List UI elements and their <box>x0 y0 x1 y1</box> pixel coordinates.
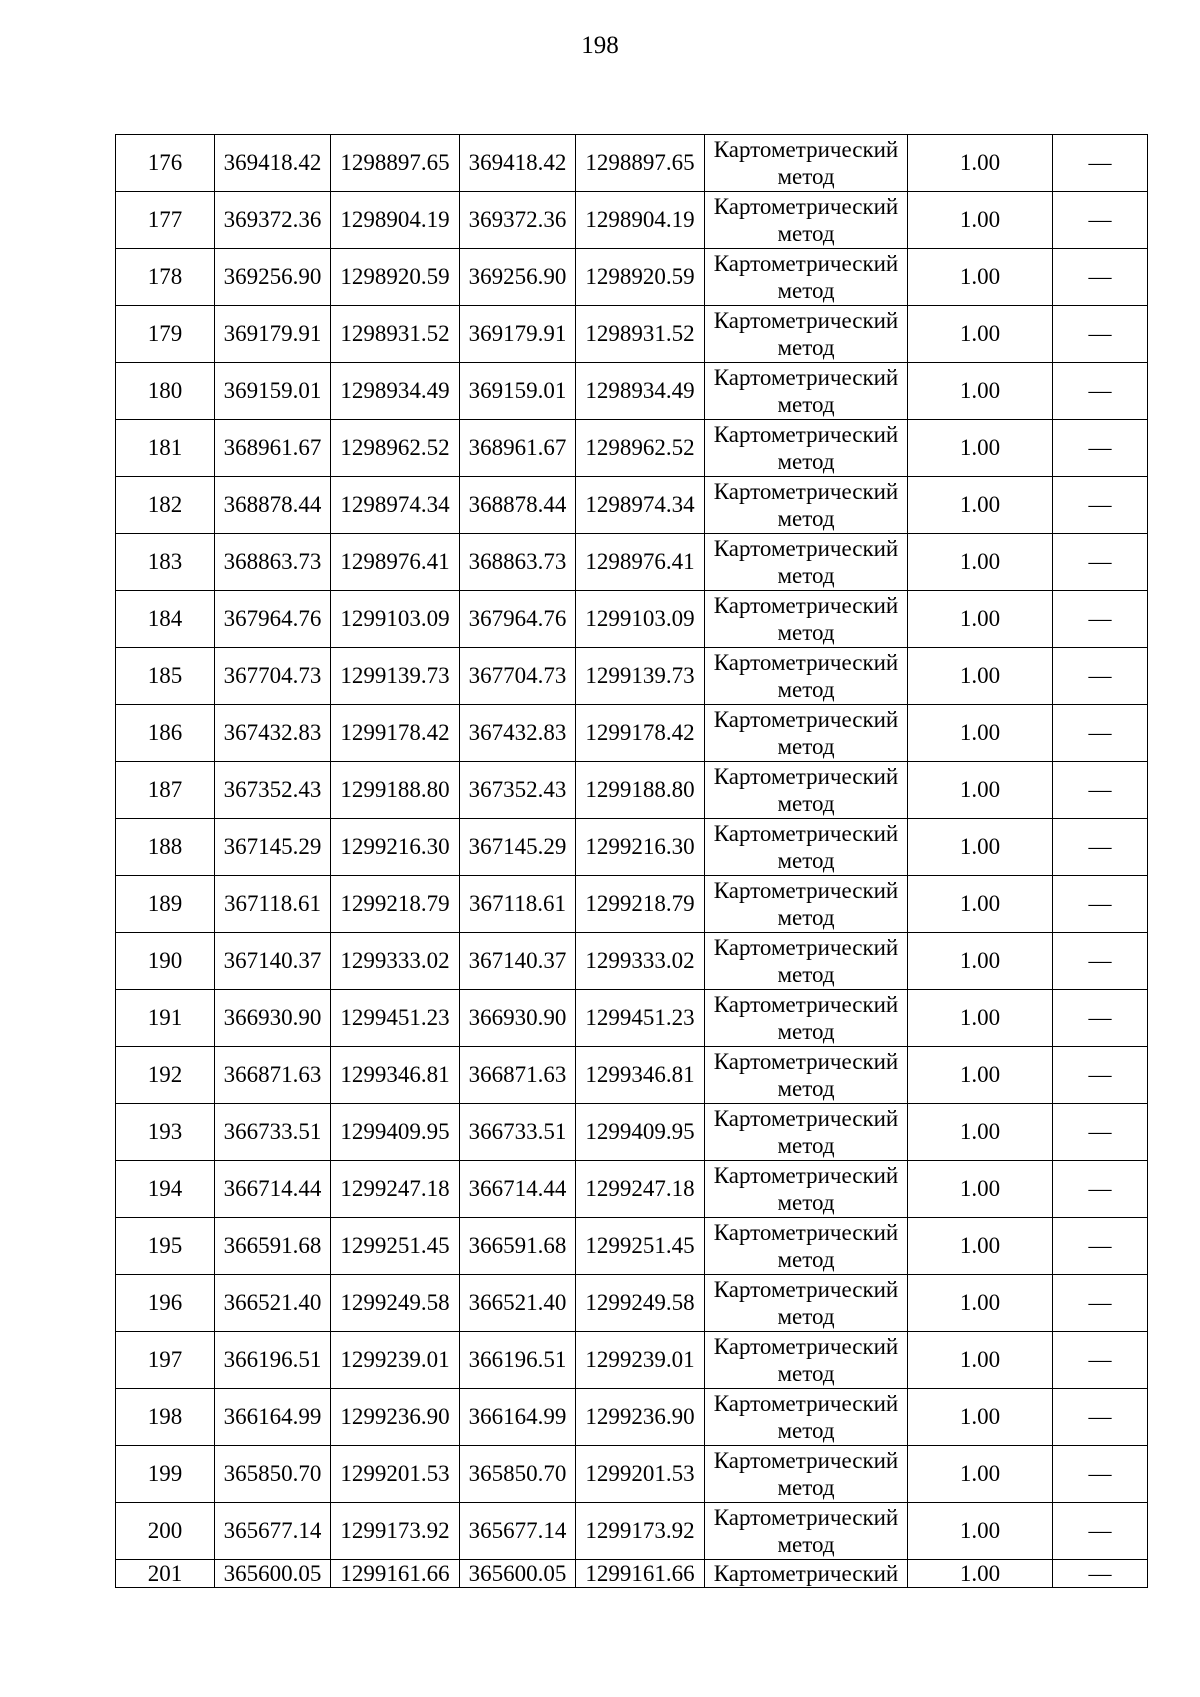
x-coordinate-existing-cell: 369159.01 <box>215 363 331 420</box>
y-coordinate-existing-cell: 1299139.73 <box>331 648 460 705</box>
method-label: Картометрический <box>713 536 899 561</box>
y-coordinate-new-cell: 1299139.73 <box>576 648 705 705</box>
x-coordinate-existing-cell: 367118.61 <box>215 876 331 933</box>
method-cell <box>705 876 908 933</box>
method-label-continued: метод <box>777 1304 835 1329</box>
point-number-cell: 192 <box>116 1047 215 1104</box>
method-label-continued: метод <box>777 506 835 531</box>
method-label-continued: метод <box>777 1247 835 1272</box>
table-row <box>116 477 1148 534</box>
accuracy-cell: 1.00 <box>908 1161 1053 1218</box>
y-coordinate-existing-cell: 1298934.49 <box>331 363 460 420</box>
accuracy-cell: 1.00 <box>908 762 1053 819</box>
method-label: Картометрический <box>713 137 899 162</box>
x-coordinate-new-cell: 366871.63 <box>460 1047 576 1104</box>
method-label: Картометрический <box>713 878 899 903</box>
method-cell <box>705 705 908 762</box>
note-dash-cell: — <box>1053 1560 1148 1588</box>
x-coordinate-new-cell: 369418.42 <box>460 135 576 192</box>
y-coordinate-new-cell: 1299161.66 <box>576 1560 705 1588</box>
accuracy-cell: 1.00 <box>908 477 1053 534</box>
accuracy-cell: 1.00 <box>908 819 1053 876</box>
method-cell <box>705 1389 908 1446</box>
point-number-cell: 197 <box>116 1332 215 1389</box>
table-row <box>116 534 1148 591</box>
method-label-continued: метод <box>777 1133 835 1158</box>
accuracy-cell: 1.00 <box>908 1503 1053 1560</box>
x-coordinate-new-cell: 369159.01 <box>460 363 576 420</box>
method-label-continued: метод <box>777 734 835 759</box>
y-coordinate-existing-cell: 1298962.52 <box>331 420 460 477</box>
method-label: Картометрический <box>713 1505 899 1530</box>
method-cell <box>705 1047 908 1104</box>
y-coordinate-new-cell: 1298920.59 <box>576 249 705 306</box>
x-coordinate-existing-cell: 366714.44 <box>215 1161 331 1218</box>
x-coordinate-existing-cell: 365677.14 <box>215 1503 331 1560</box>
note-dash-cell: — <box>1053 192 1148 249</box>
point-number-cell: 199 <box>116 1446 215 1503</box>
method-cell <box>705 990 908 1047</box>
y-coordinate-existing-cell: 1299103.09 <box>331 591 460 648</box>
table-row <box>116 1047 1148 1104</box>
method-label: Картометрический <box>713 1220 899 1245</box>
method-label-continued: метод <box>777 620 835 645</box>
accuracy-cell: 1.00 <box>908 705 1053 762</box>
y-coordinate-existing-cell: 1299173.92 <box>331 1503 460 1560</box>
y-coordinate-new-cell: 1299201.53 <box>576 1446 705 1503</box>
x-coordinate-new-cell: 367352.43 <box>460 762 576 819</box>
point-number-cell: 189 <box>116 876 215 933</box>
accuracy-cell: 1.00 <box>908 1104 1053 1161</box>
x-coordinate-existing-cell: 366733.51 <box>215 1104 331 1161</box>
x-coordinate-new-cell: 367145.29 <box>460 819 576 876</box>
note-dash-cell: — <box>1053 591 1148 648</box>
y-coordinate-new-cell: 1298974.34 <box>576 477 705 534</box>
x-coordinate-existing-cell: 368863.73 <box>215 534 331 591</box>
table-row <box>116 876 1148 933</box>
method-label-continued: метод <box>777 335 835 360</box>
method-cell <box>705 1275 908 1332</box>
y-coordinate-new-cell: 1299249.58 <box>576 1275 705 1332</box>
accuracy-cell: 1.00 <box>908 420 1053 477</box>
point-number-cell: 196 <box>116 1275 215 1332</box>
note-dash-cell: — <box>1053 933 1148 990</box>
y-coordinate-new-cell: 1299188.80 <box>576 762 705 819</box>
point-number-cell: 193 <box>116 1104 215 1161</box>
y-coordinate-existing-cell: 1299249.58 <box>331 1275 460 1332</box>
point-number-cell: 178 <box>116 249 215 306</box>
note-dash-cell: — <box>1053 990 1148 1047</box>
x-coordinate-existing-cell: 367704.73 <box>215 648 331 705</box>
method-label: Картометрический <box>713 593 899 618</box>
method-label-continued: метод <box>777 1418 835 1443</box>
y-coordinate-new-cell: 1299216.30 <box>576 819 705 876</box>
method-label-continued: метод <box>777 791 835 816</box>
accuracy-cell: 1.00 <box>908 1446 1053 1503</box>
accuracy-cell: 1.00 <box>908 306 1053 363</box>
method-label-continued: метод <box>777 677 835 702</box>
table-row <box>116 249 1148 306</box>
coordinates-table <box>115 134 1148 1588</box>
note-dash-cell: — <box>1053 1047 1148 1104</box>
y-coordinate-new-cell: 1298904.19 <box>576 192 705 249</box>
y-coordinate-existing-cell: 1299236.90 <box>331 1389 460 1446</box>
method-label-continued: метод <box>777 1532 835 1557</box>
y-coordinate-new-cell: 1298976.41 <box>576 534 705 591</box>
method-label: Картометрический <box>713 707 899 732</box>
method-cell <box>705 1560 908 1588</box>
point-number-cell: 188 <box>116 819 215 876</box>
table-row <box>116 306 1148 363</box>
y-coordinate-existing-cell: 1298920.59 <box>331 249 460 306</box>
point-number-cell: 184 <box>116 591 215 648</box>
x-coordinate-new-cell: 366164.99 <box>460 1389 576 1446</box>
method-label: Картометрический <box>713 1334 899 1359</box>
x-coordinate-new-cell: 365600.05 <box>460 1560 576 1588</box>
x-coordinate-existing-cell: 369256.90 <box>215 249 331 306</box>
table-row <box>116 591 1148 648</box>
method-label-continued: метод <box>777 449 835 474</box>
accuracy-cell: 1.00 <box>908 1047 1053 1104</box>
method-label: Картометрический <box>713 1391 899 1416</box>
point-number-cell: 179 <box>116 306 215 363</box>
x-coordinate-new-cell: 368863.73 <box>460 534 576 591</box>
note-dash-cell: — <box>1053 477 1148 534</box>
method-cell <box>705 819 908 876</box>
y-coordinate-new-cell: 1298962.52 <box>576 420 705 477</box>
y-coordinate-existing-cell: 1299451.23 <box>331 990 460 1047</box>
table-row <box>116 1446 1148 1503</box>
method-cell <box>705 933 908 990</box>
note-dash-cell: — <box>1053 762 1148 819</box>
y-coordinate-existing-cell: 1299333.02 <box>331 933 460 990</box>
accuracy-cell: 1.00 <box>908 990 1053 1047</box>
x-coordinate-new-cell: 369179.91 <box>460 306 576 363</box>
accuracy-cell: 1.00 <box>908 135 1053 192</box>
x-coordinate-existing-cell: 368878.44 <box>215 477 331 534</box>
method-label: Картометрический <box>713 935 899 960</box>
method-label-continued: метод <box>777 1361 835 1386</box>
table-row <box>116 1275 1148 1332</box>
x-coordinate-existing-cell: 366591.68 <box>215 1218 331 1275</box>
x-coordinate-new-cell: 366733.51 <box>460 1104 576 1161</box>
x-coordinate-existing-cell: 367964.76 <box>215 591 331 648</box>
method-cell <box>705 363 908 420</box>
x-coordinate-existing-cell: 366521.40 <box>215 1275 331 1332</box>
point-number-cell: 194 <box>116 1161 215 1218</box>
y-coordinate-existing-cell: 1299178.42 <box>331 705 460 762</box>
note-dash-cell: — <box>1053 1218 1148 1275</box>
method-cell <box>705 1446 908 1503</box>
method-cell <box>705 1332 908 1389</box>
point-number-cell: 183 <box>116 534 215 591</box>
y-coordinate-new-cell: 1299409.95 <box>576 1104 705 1161</box>
note-dash-cell: — <box>1053 1446 1148 1503</box>
accuracy-cell: 1.00 <box>908 1389 1053 1446</box>
x-coordinate-existing-cell: 368961.67 <box>215 420 331 477</box>
accuracy-cell: 1.00 <box>908 1332 1053 1389</box>
accuracy-cell: 1.00 <box>908 192 1053 249</box>
method-label: Картометрический <box>713 479 899 504</box>
y-coordinate-existing-cell: 1298897.65 <box>331 135 460 192</box>
method-label-continued: метод <box>777 1475 835 1500</box>
x-coordinate-new-cell: 367118.61 <box>460 876 576 933</box>
method-cell <box>705 591 908 648</box>
method-label-continued: метод <box>777 962 835 987</box>
y-coordinate-existing-cell: 1298931.52 <box>331 306 460 363</box>
table-row <box>116 819 1148 876</box>
y-coordinate-existing-cell: 1299239.01 <box>331 1332 460 1389</box>
table-row <box>116 705 1148 762</box>
table-body <box>116 135 1148 1588</box>
table-row <box>116 420 1148 477</box>
x-coordinate-new-cell: 366714.44 <box>460 1161 576 1218</box>
x-coordinate-existing-cell: 365850.70 <box>215 1446 331 1503</box>
y-coordinate-existing-cell: 1298904.19 <box>331 192 460 249</box>
note-dash-cell: — <box>1053 705 1148 762</box>
table-row <box>116 1503 1148 1560</box>
point-number-cell: 185 <box>116 648 215 705</box>
y-coordinate-existing-cell: 1298974.34 <box>331 477 460 534</box>
x-coordinate-existing-cell: 367145.29 <box>215 819 331 876</box>
x-coordinate-new-cell: 369372.36 <box>460 192 576 249</box>
note-dash-cell: — <box>1053 1389 1148 1446</box>
point-number-cell: 181 <box>116 420 215 477</box>
y-coordinate-existing-cell: 1299251.45 <box>331 1218 460 1275</box>
table-row <box>116 933 1148 990</box>
y-coordinate-new-cell: 1299103.09 <box>576 591 705 648</box>
note-dash-cell: — <box>1053 420 1148 477</box>
x-coordinate-existing-cell: 366164.99 <box>215 1389 331 1446</box>
x-coordinate-existing-cell: 366196.51 <box>215 1332 331 1389</box>
method-cell <box>705 1161 908 1218</box>
note-dash-cell: — <box>1053 249 1148 306</box>
method-label-continued: метод <box>777 1076 835 1101</box>
y-coordinate-new-cell: 1299173.92 <box>576 1503 705 1560</box>
y-coordinate-existing-cell: 1298976.41 <box>331 534 460 591</box>
method-label: Картометрический <box>713 992 899 1017</box>
y-coordinate-new-cell: 1298897.65 <box>576 135 705 192</box>
accuracy-cell: 1.00 <box>908 876 1053 933</box>
x-coordinate-new-cell: 366930.90 <box>460 990 576 1047</box>
note-dash-cell: — <box>1053 1161 1148 1218</box>
note-dash-cell: — <box>1053 1332 1148 1389</box>
method-label-continued: метод <box>777 278 835 303</box>
point-number-cell: 191 <box>116 990 215 1047</box>
x-coordinate-existing-cell: 367140.37 <box>215 933 331 990</box>
y-coordinate-new-cell: 1299236.90 <box>576 1389 705 1446</box>
y-coordinate-existing-cell: 1299218.79 <box>331 876 460 933</box>
method-cell <box>705 306 908 363</box>
y-coordinate-new-cell: 1299218.79 <box>576 876 705 933</box>
point-number-cell: 201 <box>116 1560 215 1588</box>
point-number-cell: 176 <box>116 135 215 192</box>
note-dash-cell: — <box>1053 135 1148 192</box>
method-label-continued: метод <box>777 848 835 873</box>
x-coordinate-new-cell: 367432.83 <box>460 705 576 762</box>
method-label: Картометрический <box>713 251 899 276</box>
y-coordinate-new-cell: 1299451.23 <box>576 990 705 1047</box>
note-dash-cell: — <box>1053 1104 1148 1161</box>
method-cell <box>705 192 908 249</box>
note-dash-cell: — <box>1053 1503 1148 1560</box>
y-coordinate-existing-cell: 1299216.30 <box>331 819 460 876</box>
method-cell <box>705 249 908 306</box>
method-label: Картометрический <box>713 365 899 390</box>
method-label: Картометрический <box>713 1163 899 1188</box>
table-row <box>116 1560 1148 1588</box>
method-cell <box>705 135 908 192</box>
method-label-continued: метод <box>777 1190 835 1215</box>
point-number-cell: 198 <box>116 1389 215 1446</box>
method-label: Картометрический <box>713 1277 899 1302</box>
method-label: Картометрический <box>713 1049 899 1074</box>
method-cell <box>705 1503 908 1560</box>
x-coordinate-new-cell: 369256.90 <box>460 249 576 306</box>
method-label: Картометрический <box>713 764 899 789</box>
table-row <box>116 1389 1148 1446</box>
table-row <box>116 192 1148 249</box>
accuracy-cell: 1.00 <box>908 591 1053 648</box>
method-label: Картометрический <box>713 821 899 846</box>
note-dash-cell: — <box>1053 648 1148 705</box>
page-number: 198 <box>581 32 619 59</box>
table-row <box>116 1332 1148 1389</box>
point-number-cell: 195 <box>116 1218 215 1275</box>
method-label-continued: метод <box>777 1019 835 1044</box>
x-coordinate-new-cell: 366196.51 <box>460 1332 576 1389</box>
table-row <box>116 363 1148 420</box>
y-coordinate-new-cell: 1298931.52 <box>576 306 705 363</box>
method-label: Картометрический <box>713 1560 899 1586</box>
y-coordinate-new-cell: 1299178.42 <box>576 705 705 762</box>
note-dash-cell: — <box>1053 1275 1148 1332</box>
table-row <box>116 762 1148 819</box>
x-coordinate-new-cell: 368878.44 <box>460 477 576 534</box>
point-number-cell: 177 <box>116 192 215 249</box>
x-coordinate-new-cell: 365677.14 <box>460 1503 576 1560</box>
y-coordinate-new-cell: 1299346.81 <box>576 1047 705 1104</box>
method-label-continued: метод <box>777 905 835 930</box>
x-coordinate-new-cell: 367140.37 <box>460 933 576 990</box>
y-coordinate-new-cell: 1299251.45 <box>576 1218 705 1275</box>
method-cell <box>705 762 908 819</box>
accuracy-cell: 1.00 <box>908 1218 1053 1275</box>
method-cell <box>705 534 908 591</box>
method-label: Картометрический <box>713 1448 899 1473</box>
x-coordinate-existing-cell: 365600.05 <box>215 1560 331 1588</box>
accuracy-cell: 1.00 <box>908 933 1053 990</box>
x-coordinate-new-cell: 366521.40 <box>460 1275 576 1332</box>
accuracy-cell: 1.00 <box>908 1275 1053 1332</box>
point-number-cell: 180 <box>116 363 215 420</box>
method-label-continued: метод <box>777 392 835 417</box>
method-label: Картометрический <box>713 422 899 447</box>
accuracy-cell: 1.00 <box>908 534 1053 591</box>
method-label: Картометрический <box>713 194 899 219</box>
accuracy-cell: 1.00 <box>908 363 1053 420</box>
point-number-cell: 186 <box>116 705 215 762</box>
x-coordinate-existing-cell: 369179.91 <box>215 306 331 363</box>
y-coordinate-existing-cell: 1299188.80 <box>331 762 460 819</box>
note-dash-cell: — <box>1053 363 1148 420</box>
table-row <box>116 990 1148 1047</box>
method-cell <box>705 420 908 477</box>
x-coordinate-new-cell: 367964.76 <box>460 591 576 648</box>
x-coordinate-existing-cell: 369418.42 <box>215 135 331 192</box>
table-row <box>116 1104 1148 1161</box>
method-label-continued: метод <box>777 164 835 189</box>
method-cell <box>705 477 908 534</box>
accuracy-cell: 1.00 <box>908 1560 1053 1588</box>
y-coordinate-new-cell: 1299333.02 <box>576 933 705 990</box>
method-label: Картометрический <box>713 308 899 333</box>
method-cell <box>705 1218 908 1275</box>
y-coordinate-new-cell: 1299239.01 <box>576 1332 705 1389</box>
y-coordinate-existing-cell: 1299161.66 <box>331 1560 460 1588</box>
method-label: Картометрический <box>713 650 899 675</box>
x-coordinate-new-cell: 365850.70 <box>460 1446 576 1503</box>
point-number-cell: 182 <box>116 477 215 534</box>
table-row <box>116 135 1148 192</box>
table-row <box>116 1161 1148 1218</box>
method-cell <box>705 648 908 705</box>
method-label-continued: метод <box>777 221 835 246</box>
y-coordinate-existing-cell: 1299409.95 <box>331 1104 460 1161</box>
note-dash-cell: — <box>1053 306 1148 363</box>
y-coordinate-new-cell: 1298934.49 <box>576 363 705 420</box>
note-dash-cell: — <box>1053 876 1148 933</box>
y-coordinate-new-cell: 1299247.18 <box>576 1161 705 1218</box>
table-row <box>116 1218 1148 1275</box>
method-cell <box>705 1104 908 1161</box>
x-coordinate-existing-cell: 367432.83 <box>215 705 331 762</box>
method-label-continued: метод <box>777 563 835 588</box>
x-coordinate-new-cell: 366591.68 <box>460 1218 576 1275</box>
y-coordinate-existing-cell: 1299201.53 <box>331 1446 460 1503</box>
x-coordinate-existing-cell: 366871.63 <box>215 1047 331 1104</box>
x-coordinate-new-cell: 368961.67 <box>460 420 576 477</box>
point-number-cell: 187 <box>116 762 215 819</box>
method-label: Картометрический <box>713 1106 899 1131</box>
point-number-cell: 200 <box>116 1503 215 1560</box>
x-coordinate-new-cell: 367704.73 <box>460 648 576 705</box>
note-dash-cell: — <box>1053 819 1148 876</box>
accuracy-cell: 1.00 <box>908 648 1053 705</box>
x-coordinate-existing-cell: 367352.43 <box>215 762 331 819</box>
y-coordinate-existing-cell: 1299247.18 <box>331 1161 460 1218</box>
point-number-cell: 190 <box>116 933 215 990</box>
note-dash-cell: — <box>1053 534 1148 591</box>
x-coordinate-existing-cell: 366930.90 <box>215 990 331 1047</box>
x-coordinate-existing-cell: 369372.36 <box>215 192 331 249</box>
y-coordinate-existing-cell: 1299346.81 <box>331 1047 460 1104</box>
table-row <box>116 648 1148 705</box>
accuracy-cell: 1.00 <box>908 249 1053 306</box>
